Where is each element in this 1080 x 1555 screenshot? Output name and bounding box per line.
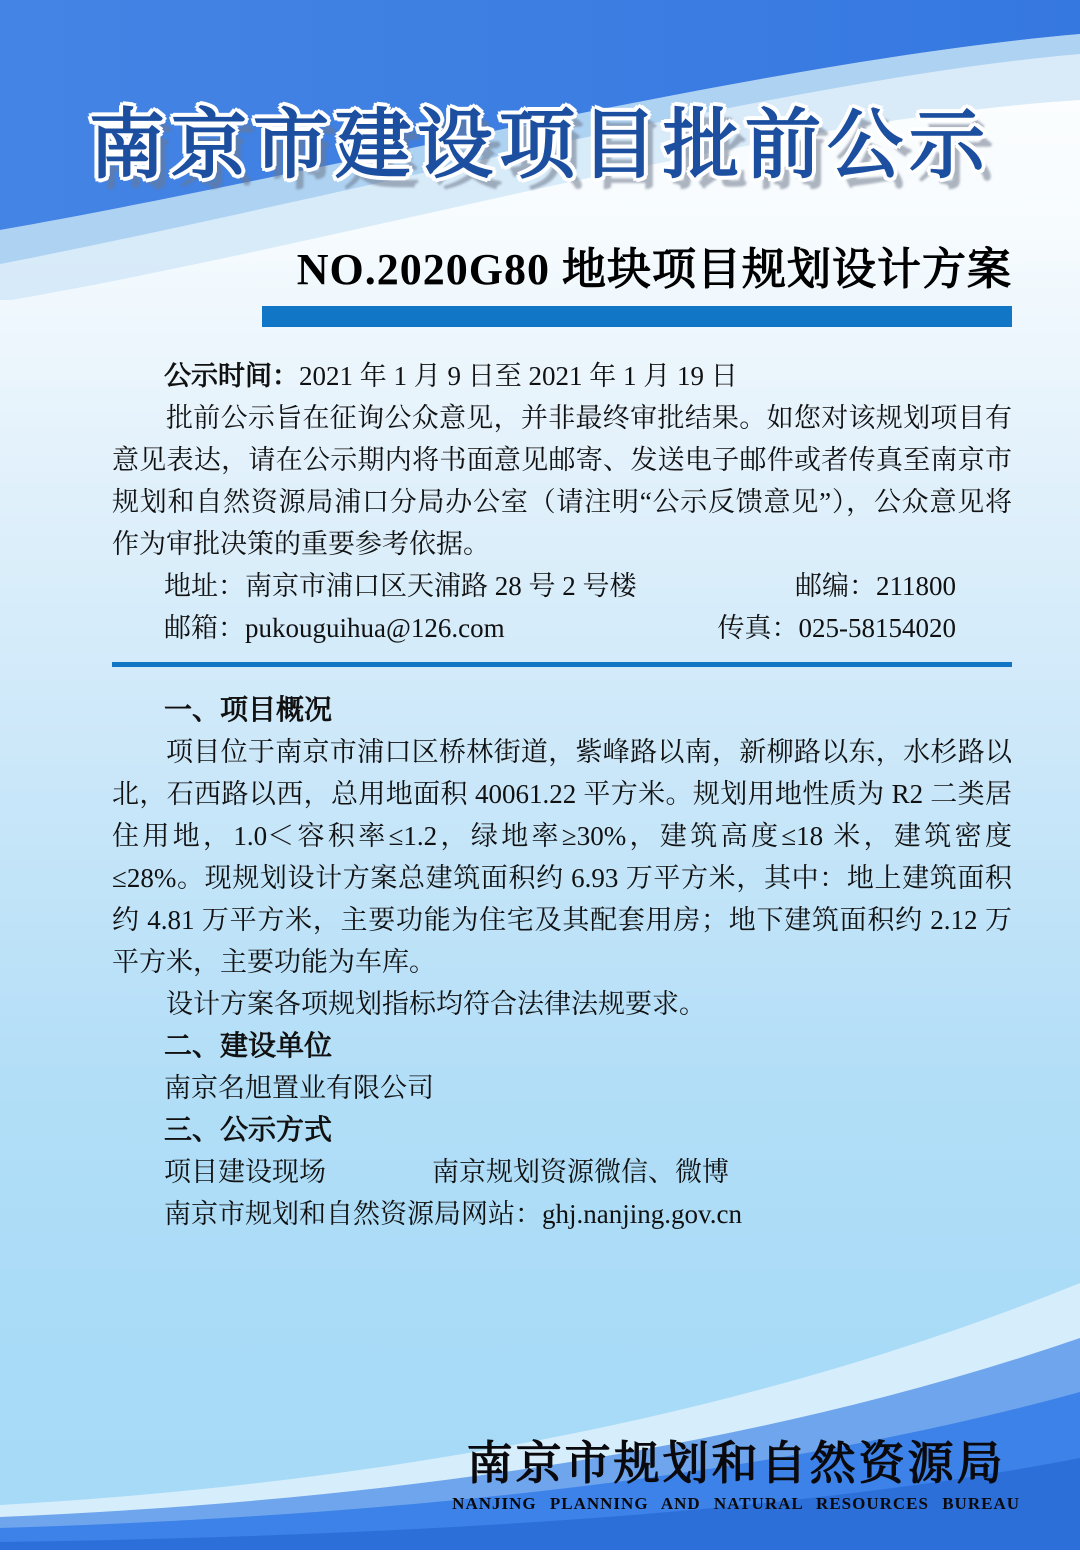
intro-paragraph: 批前公示旨在征询公众意见，并非最终审批结果。如您对该规划项目有意见表达，请在公示期内将书面意见邮寄、发送电子邮件或者传真至南京市规划和自然资源局浦口分局办公室（请注明“公示反馈意见”），公众意见将作为审批决策的重要参考依据。	[112, 403, 1012, 559]
publicity-channel-media: 南京规划资源微信、微博	[432, 1157, 729, 1187]
address-field	[164, 565, 637, 607]
fax-label: 传真：	[717, 613, 799, 643]
section-1-heading: 一、项目概况	[164, 694, 333, 725]
section-2-heading: 二、建设单位	[164, 1030, 333, 1061]
publicity-period	[112, 355, 1012, 397]
banner-title: 南京市建设项目批前公示	[89, 103, 991, 188]
publicity-period-label: 公示时间：	[164, 361, 299, 391]
email-value: pukouguihua@126.com	[245, 613, 505, 643]
contact-address-row	[112, 565, 1012, 607]
publicity-channel-site: 项目建设现场	[164, 1157, 326, 1187]
section-1-paragraph-1: 项目位于南京市浦口区桥林街道，紫峰路以南，新柳路以东，水杉路以北，石西路以西，总用地面积 40061.22 平方米。规划用地性质为 R2 二类居住用地，1.0＜容积率≤1.2，绿地率≥30%，建筑高度≤18 米，建筑密度≤28%。现规划设计方案总建筑面积约 6.93 万平方米，其中：地上建筑面积约 4.81 万平方米，主要功能为住宅及其配套用房；地下建筑面积约 2.12 万平方米，主要功能为车库。	[112, 737, 1012, 977]
section-1-paragraph-2: 设计方案各项规划指标均符合法律法规要求。	[166, 989, 706, 1019]
fax-value: 025-58154020	[798, 613, 956, 643]
address-label: 地址：	[164, 571, 245, 601]
footer-agency	[452, 1439, 1020, 1514]
publicity-period-value: 2021 年 1 月 9 日至 2021 年 1 月 19 日	[299, 361, 738, 391]
email-label: 邮箱：	[164, 613, 245, 643]
address-value: 南京市浦口区天浦路 28 号 2 号楼	[245, 571, 637, 601]
construction-company: 南京名旭置业有限公司	[164, 1073, 434, 1103]
email-field	[164, 607, 505, 649]
footer-agency-name-en: NANJING PLANNING AND NATURAL RESOURCES BUREAU	[452, 1494, 1020, 1513]
document-body	[112, 242, 1012, 1235]
postcode-field	[795, 565, 956, 607]
publicity-channels	[112, 1151, 1012, 1193]
section-divider-rule	[112, 662, 1012, 667]
postcode-value: 211800	[876, 571, 956, 601]
section-3-heading: 三、公示方式	[164, 1114, 333, 1145]
publicity-website: 南京市规划和自然资源局网站：ghj.nanjing.gov.cn	[164, 1199, 742, 1229]
fax-field	[718, 607, 957, 649]
postcode-label: 邮编：	[795, 571, 876, 601]
document-title: NO.2020G80 地块项目规划设计方案	[296, 245, 1012, 294]
footer-agency-name-cn: 南京市规划和自然资源局	[466, 1438, 1006, 1490]
title-underline-bar	[262, 306, 1012, 327]
contact-email-row	[112, 607, 1012, 649]
